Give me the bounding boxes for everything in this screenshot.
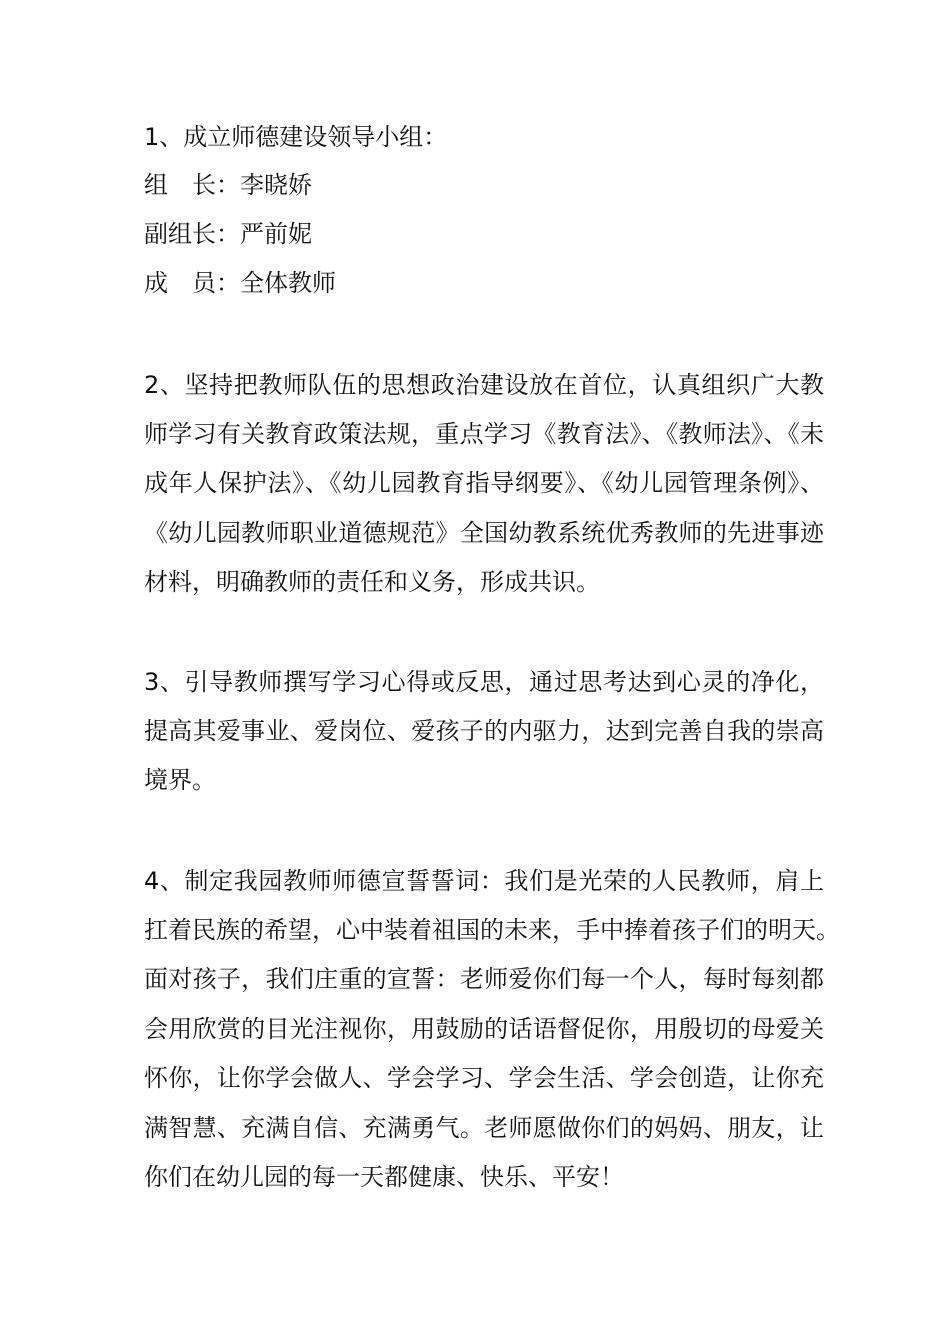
section-2-line: 材料，明确教师的责任和义务，形成共识。: [144, 568, 600, 596]
member-row-deputy: [144, 216, 312, 252]
member-role: 成 员：: [144, 269, 240, 297]
section-4-line: 满智慧、充满自信、充满勇气。老师愿做你们的妈妈、朋友，让: [144, 1114, 824, 1142]
section-4-line: 会用欣赏的目光注视你，用鼓励的话语督促你，用殷切的母爱关: [144, 1015, 824, 1043]
member-role: 副组长：: [144, 220, 240, 248]
section-4-line: 扛着民族的希望，心中装着祖国的未来，手中捧着孩子们的明天。: [144, 916, 840, 944]
section-4-line: 4、制定我园教师师德宣誓誓词：我们是光荣的人民教师，肩上: [144, 867, 824, 895]
section-3-line: 3、引导教师撰写学习心得或反思，通过思考达到心灵的净化，: [144, 668, 824, 696]
section-4-line: 怀你，让你学会做人、学会学习、学会生活、学会创造，让你充: [144, 1064, 824, 1092]
section-4-line: 你们在幼儿园的每一天都健康、快乐、平安！: [144, 1163, 624, 1191]
section-3-line: 提高其爱事业、爱岗位、爱孩子的内驱力，达到完善自我的崇高: [144, 717, 824, 745]
section-2-line: 2、坚持把教师队伍的思想政治建设放在首位，认真组织广大教: [144, 371, 824, 399]
member-role: 组 长：: [144, 171, 240, 199]
section-2-line: 师学习有关教育政策法规，重点学习《教育法》、《教师法》、《未: [144, 420, 824, 448]
member-name: 严前妮: [240, 220, 312, 248]
member-name: 李晓娇: [240, 171, 312, 199]
section-2-line: 成年人保护法》、《幼儿园教育指导纲要》、《幼儿园管理条例》、: [144, 469, 824, 497]
member-name: 全体教师: [240, 269, 336, 297]
section-4-line: 面对孩子，我们庄重的宣誓：老师爱你们每一个人，每时每刻都: [144, 965, 824, 993]
section-1-heading: 1、成立师德建设领导小组：: [144, 123, 448, 151]
member-row-leader: [144, 167, 312, 203]
member-row-members: [144, 265, 336, 301]
section-3-line: 境界。: [144, 766, 216, 794]
section-2-line: 《幼儿园教师职业道德规范》全国幼教系统优秀教师的先进事迹: [144, 519, 824, 547]
